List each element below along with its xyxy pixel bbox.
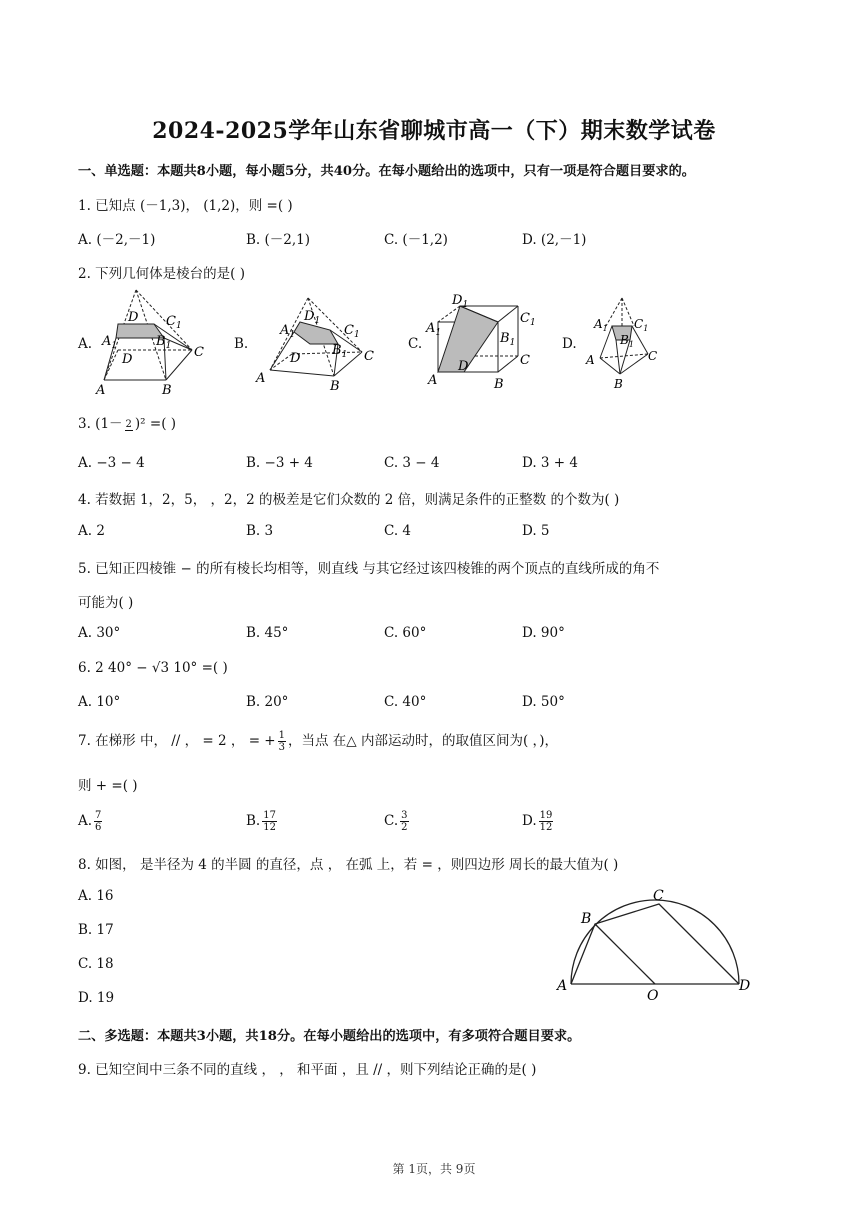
question-2-stem: 2. 下列几何体是棱台的是( ) [78,266,245,282]
q7-option-d-label: D. [522,813,537,829]
q3-frac-num: 2 [125,418,132,430]
q7-option-c [384,810,411,833]
svg-text:C1: $C_1$ [520,311,536,328]
q2a-label-b1: $B_1$ [156,334,172,351]
q1-option-d: D. (2,－1) [522,232,587,248]
svg-text:A: A [586,353,595,367]
question-5-stem-line2: 可能为( ) [78,595,134,611]
svg-text:C: C [520,353,530,368]
q2a-label-c1: $C_1$ [166,314,182,331]
q3-option-a: A. −3 − 4 [78,455,145,471]
svg-text:C1: $C_1$ [344,323,360,340]
q2a-label-b: B [162,383,172,398]
question-9-stem: 9. 已知空间中三条不同的直线 ， ， 和平面 ，且 // ，则下列结论正确的是( ) [78,1062,537,1078]
q7-option-a-label: A. [78,813,93,829]
q2-figure-b [252,292,382,392]
q7-option-a [78,810,104,833]
q7-option-c-label: C. [384,813,399,829]
page-title: 2024-2025学年山东省聊城市高一（下）期末数学试卷 [152,118,716,144]
page-footer: 第 1页，共 9页 [392,1162,476,1176]
section-heading-single-choice: 一、单选题：本题共8小题，每小题5分，共40分。在每小题给出的选项中，只有一项是符合题目要求的。 [78,164,695,179]
q6-option-c: C. 40° [384,694,427,710]
svg-text:A1: $A_1$ [594,317,608,333]
q3-stem-prefix: 3. (1－ [78,416,123,432]
q5-option-c: C. 60° [384,625,427,641]
q2-option-c-label: C. [408,336,423,352]
question-3-stem [78,412,176,432]
svg-text:C: C [364,349,374,364]
q6-option-b: B. 20° [246,694,289,710]
svg-text:D1: $D_1$ [304,309,321,326]
q2-option-d-label: D. [562,336,577,352]
q7-option-a-den: 6 [95,822,102,833]
q1-option-a: A. (－2,－1) [78,232,156,248]
q8-label-a: A [557,978,568,994]
svg-text:A1: $A_1$ [280,323,296,340]
q8-label-d: D [739,978,751,994]
q7-option-c-num: 3 [401,810,408,821]
q2-option-b-label: B. [234,336,249,352]
svg-text:A: A [428,373,438,388]
svg-text:B1: $B_1$ [332,343,348,360]
q7-option-b [246,810,279,833]
q1-option-c: C. (－1,2) [384,232,448,248]
svg-text:B1: $B_1$ [620,333,634,349]
q2a-label-a1: $A_1$ [102,334,118,351]
q7-option-d [522,810,555,833]
q1-option-b: B. (－2,1) [246,232,311,248]
q4-option-d: D. 5 [522,523,550,539]
q7-option-a-num: 7 [95,810,102,821]
q3-fraction [125,419,133,431]
question-8-stem: 8. 如图， 是半径为 4 的半圆 的直径，点 ， 在弧 上，若 = ，则四边形 周长的最大值为( ) [78,857,619,873]
svg-text:B: B [614,377,623,391]
question-7-stem-line2: 则 + =( ) [78,778,138,794]
q2a-label-c: C [194,345,204,360]
q2-figure-a [94,288,212,400]
svg-text:B1: $B_1$ [500,331,516,348]
q5-option-b: B. 45° [246,625,289,641]
q8-label-b: B [581,911,592,927]
q8-label-c: C [653,888,664,904]
q7-option-b-label: B. [246,813,261,829]
q7-option-b-den: 12 [263,822,276,833]
q3-option-b: B. −3 + 4 [246,455,313,471]
q7-fraction [278,730,286,753]
svg-text:A: A [256,371,266,386]
svg-text:D1: $D_1$ [452,293,469,310]
q7-stem-left: 7. 在梯形 中， // ， = 2 ， = + [78,733,276,749]
q4-option-b: B. 3 [246,523,274,539]
q7-option-c-den: 2 [401,822,408,833]
q7-option-b-num: 17 [263,810,276,821]
section-heading-multiple-choice: 二、多选题：本题共3小题，共18分。在每小题给出的选项中，有多项符合题目要求。 [78,1029,581,1044]
q2-option-a-label: A. [78,336,93,352]
svg-text:C: C [648,349,658,363]
q2-figure-d [584,296,674,392]
q7-frac-num: 1 [278,730,285,741]
svg-text:B: B [330,379,340,392]
q7-stem-right: ，当点 在△ 内部运动时，的取值区间为( ，)， [288,733,559,749]
q7-option-d-num: 19 [539,810,553,821]
svg-text:D: D [458,359,469,374]
q6-option-a: A. 10° [78,694,121,710]
q5-option-d: D. 90° [522,625,565,641]
svg-text:A1: $A_1$ [426,321,442,338]
question-4-stem: 4. 若数据 1，2，5， ，2，2 的极差是它们众数的 2 倍，则满足条件的正整数 的个数为( ) [78,492,620,508]
q6-option-d: D. 50° [522,694,565,710]
svg-text:C1: $C_1$ [634,317,649,333]
q8-option-a: A. 16 [78,888,114,904]
question-7-stem [78,729,558,753]
question-6-stem: 6. 2 40° − √3 10° =( ) [78,660,228,676]
q7-frac-den: 3 [278,742,285,753]
q8-label-o: O [647,988,659,1004]
q4-option-a: A. 2 [78,523,105,539]
svg-text:D: D [290,351,301,366]
q3-option-c: C. 3 − 4 [384,455,440,471]
q7-option-d-den: 12 [539,822,553,833]
q2a-label-d: D [122,352,133,367]
svg-text:B: B [494,377,504,392]
question-1-stem: 1. 已知点 (－1,3)， (1,2)，则 =( ) [78,198,293,214]
q2-figure-c [424,292,540,392]
q8-option-c: C. 18 [78,956,114,972]
q3-stem-suffix: )² =( ) [134,416,177,432]
q5-option-a: A. 30° [78,625,121,641]
q3-option-d: D. 3 + 4 [522,455,578,471]
q2a-label-d1: D [128,310,139,325]
q8-option-b: B. 17 [78,922,114,938]
q4-option-c: C. 4 [384,523,412,539]
q8-semicircle-figure [555,882,755,1004]
question-5-stem-line1: 5. 已知正四棱锥 − 的所有棱长均相等，则直线 与其它经过该四棱锥的两个顶点的直线所成的角不 [78,561,660,577]
q2a-label-a: A [96,383,106,398]
q8-option-d: D. 19 [78,990,115,1006]
